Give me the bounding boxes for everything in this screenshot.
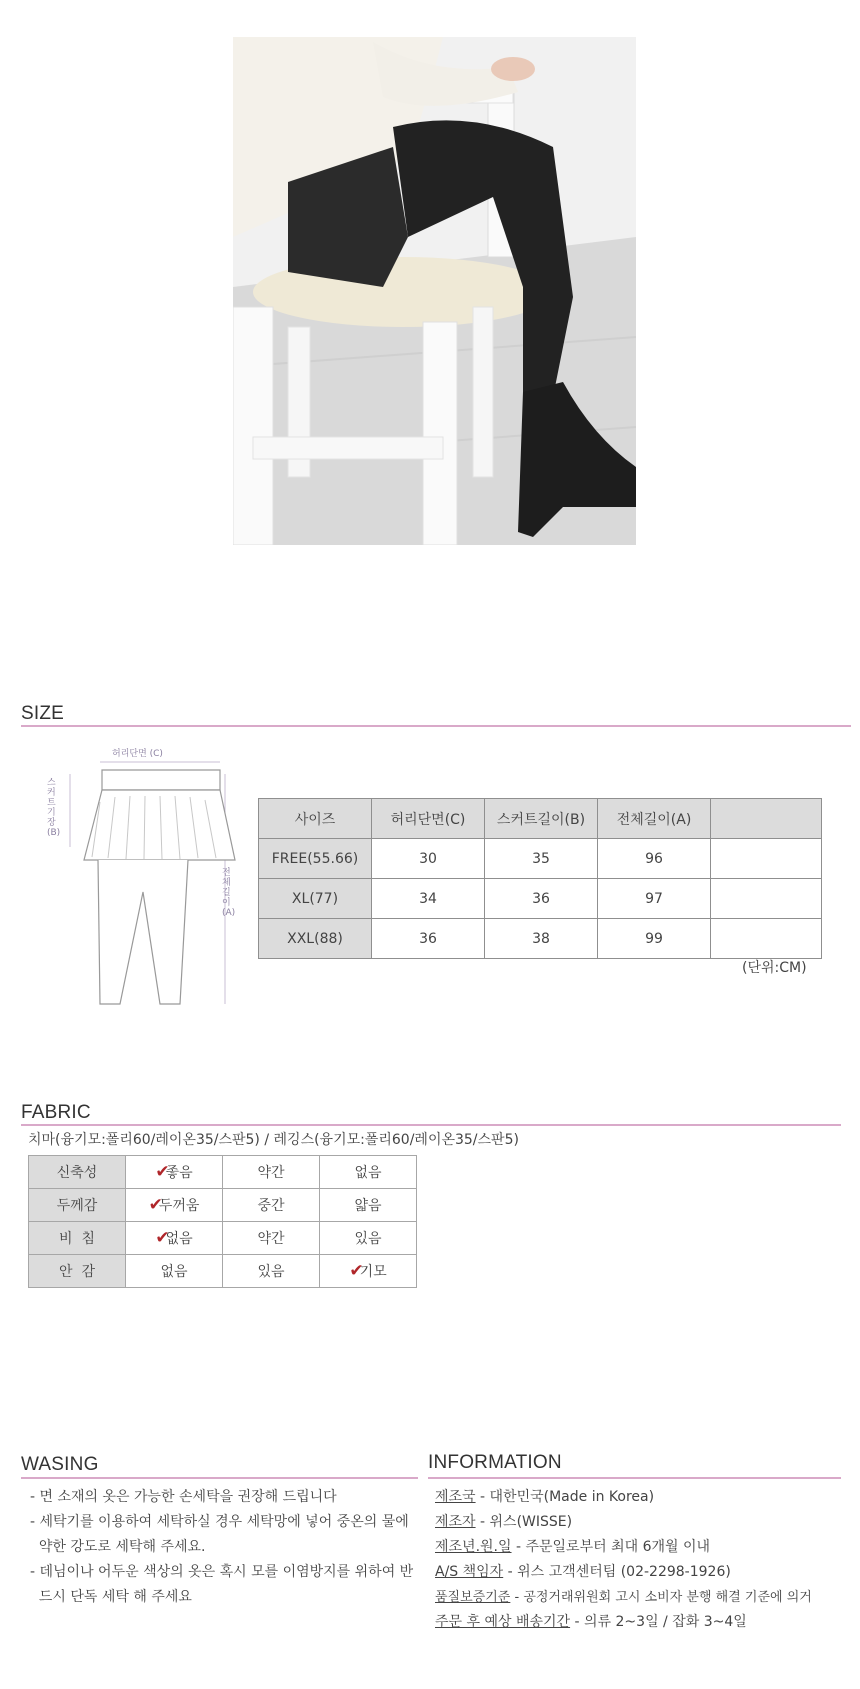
list-item: - 데님이나 어두운 색상의 옷은 혹시 모를 이염방지를 위하여 반 (30, 1564, 414, 1580)
total-length-label: 전체길이 (A) (222, 868, 236, 918)
check-icon: ✔ (349, 1261, 364, 1281)
check-icon: ✔ (155, 1162, 170, 1182)
list-item: 제조년.원.일 - 주문일로부터 최대 6개월 이내 (435, 1539, 711, 1555)
table-row (259, 839, 822, 879)
size-divider (21, 725, 851, 727)
waist-label: 허리단면 (C) (112, 749, 163, 759)
information-list (435, 1485, 855, 1635)
list-item: - 세탁기를 이용하여 세탁하실 경우 세탁망에 넣어 중온의 물에 (30, 1514, 409, 1530)
washing-divider (21, 1477, 418, 1479)
size-col-header (711, 799, 822, 839)
fabric-table (28, 1155, 417, 1288)
fabric-option-checked: ✔없음 (126, 1222, 223, 1255)
table-row (29, 1222, 417, 1255)
size-table-header (259, 799, 822, 839)
list-item: 품질보증기준 - 공정거래위원회 고시 소비자 분행 해결 기준에 의거 (435, 1590, 812, 1605)
list-item: 제조자 - 위스(WISSE) (435, 1514, 573, 1530)
check-icon: ✔ (155, 1228, 170, 1248)
size-cell: XL(77) (259, 879, 372, 919)
list-item: 주문 후 예상 배송기간 - 의류 2~3일 / 잡화 3~4일 (435, 1614, 747, 1630)
table-row (29, 1189, 417, 1222)
list-item: A/S 책임자 - 위스 고객센터팀 (02-2298-1926) (435, 1564, 731, 1580)
skirt-length-label: 스커트기장 (B) (47, 778, 61, 838)
size-cell: XXL(88) (259, 919, 372, 959)
check-icon: ✔ (148, 1195, 163, 1215)
fabric-option: 약간 (223, 1222, 320, 1255)
table-row (259, 879, 822, 919)
fabric-option: 없음 (126, 1255, 223, 1288)
fabric-option-checked: ✔기모 (320, 1255, 417, 1288)
size-cell: 30 (372, 839, 485, 879)
fabric-composition: 치마(융기모:폴리60/레이온35/스판5) / 레깅스(융기모:폴리60/레이온35/스판5) (28, 1132, 519, 1148)
fabric-option: 얇음 (320, 1189, 417, 1222)
information-title: INFORMATION (428, 1452, 562, 1473)
size-cell: 38 (485, 919, 598, 959)
size-cell: 99 (598, 919, 711, 959)
size-cell: 96 (598, 839, 711, 879)
size-cell: FREE(55.66) (259, 839, 372, 879)
size-unit: (단위:CM) (742, 960, 807, 976)
size-col-header: 허리단면(C) (372, 799, 485, 839)
fabric-option: 중간 (223, 1189, 320, 1222)
washing-title: WASING (21, 1454, 99, 1475)
size-cell: 34 (372, 879, 485, 919)
product-photo (233, 37, 636, 545)
information-divider (428, 1477, 841, 1479)
size-diagram (40, 742, 240, 1012)
size-cell (711, 839, 822, 879)
list-item: 제조국 - 대한민국(Made in Korea) (435, 1489, 655, 1505)
size-cell: 36 (372, 919, 485, 959)
fabric-option: 있음 (320, 1222, 417, 1255)
size-col-header: 전체길이(A) (598, 799, 711, 839)
size-col-header: 스커트길이(B) (485, 799, 598, 839)
size-cell: 35 (485, 839, 598, 879)
size-cell: 97 (598, 879, 711, 919)
fabric-row-label: 안 감 (29, 1255, 126, 1288)
size-col-header: 사이즈 (259, 799, 372, 839)
size-cell (711, 919, 822, 959)
list-item: 약한 강도로 세탁해 주세요. (30, 1539, 206, 1555)
list-item: 드시 단독 세탁 해 주세요 (30, 1589, 192, 1605)
size-title: SIZE (21, 703, 65, 724)
fabric-row-label: 비 침 (29, 1222, 126, 1255)
list-item: - 면 소재의 옷은 가능한 손세탁을 권장해 드립니다 (30, 1489, 337, 1505)
table-row (29, 1156, 417, 1189)
fabric-option: 없음 (320, 1156, 417, 1189)
fabric-divider (21, 1124, 841, 1126)
fabric-option-checked: ✔좋음 (126, 1156, 223, 1189)
table-row (259, 919, 822, 959)
fabric-row-label: 두께감 (29, 1189, 126, 1222)
fabric-option: 있음 (223, 1255, 320, 1288)
fabric-option-checked: ✔두꺼움 (126, 1189, 223, 1222)
fabric-option: 약간 (223, 1156, 320, 1189)
size-cell (711, 879, 822, 919)
size-cell: 36 (485, 879, 598, 919)
size-table (258, 798, 822, 959)
washing-list (30, 1485, 425, 1610)
table-row (29, 1255, 417, 1288)
fabric-title: FABRIC (21, 1102, 91, 1123)
fabric-row-label: 신축성 (29, 1156, 126, 1189)
